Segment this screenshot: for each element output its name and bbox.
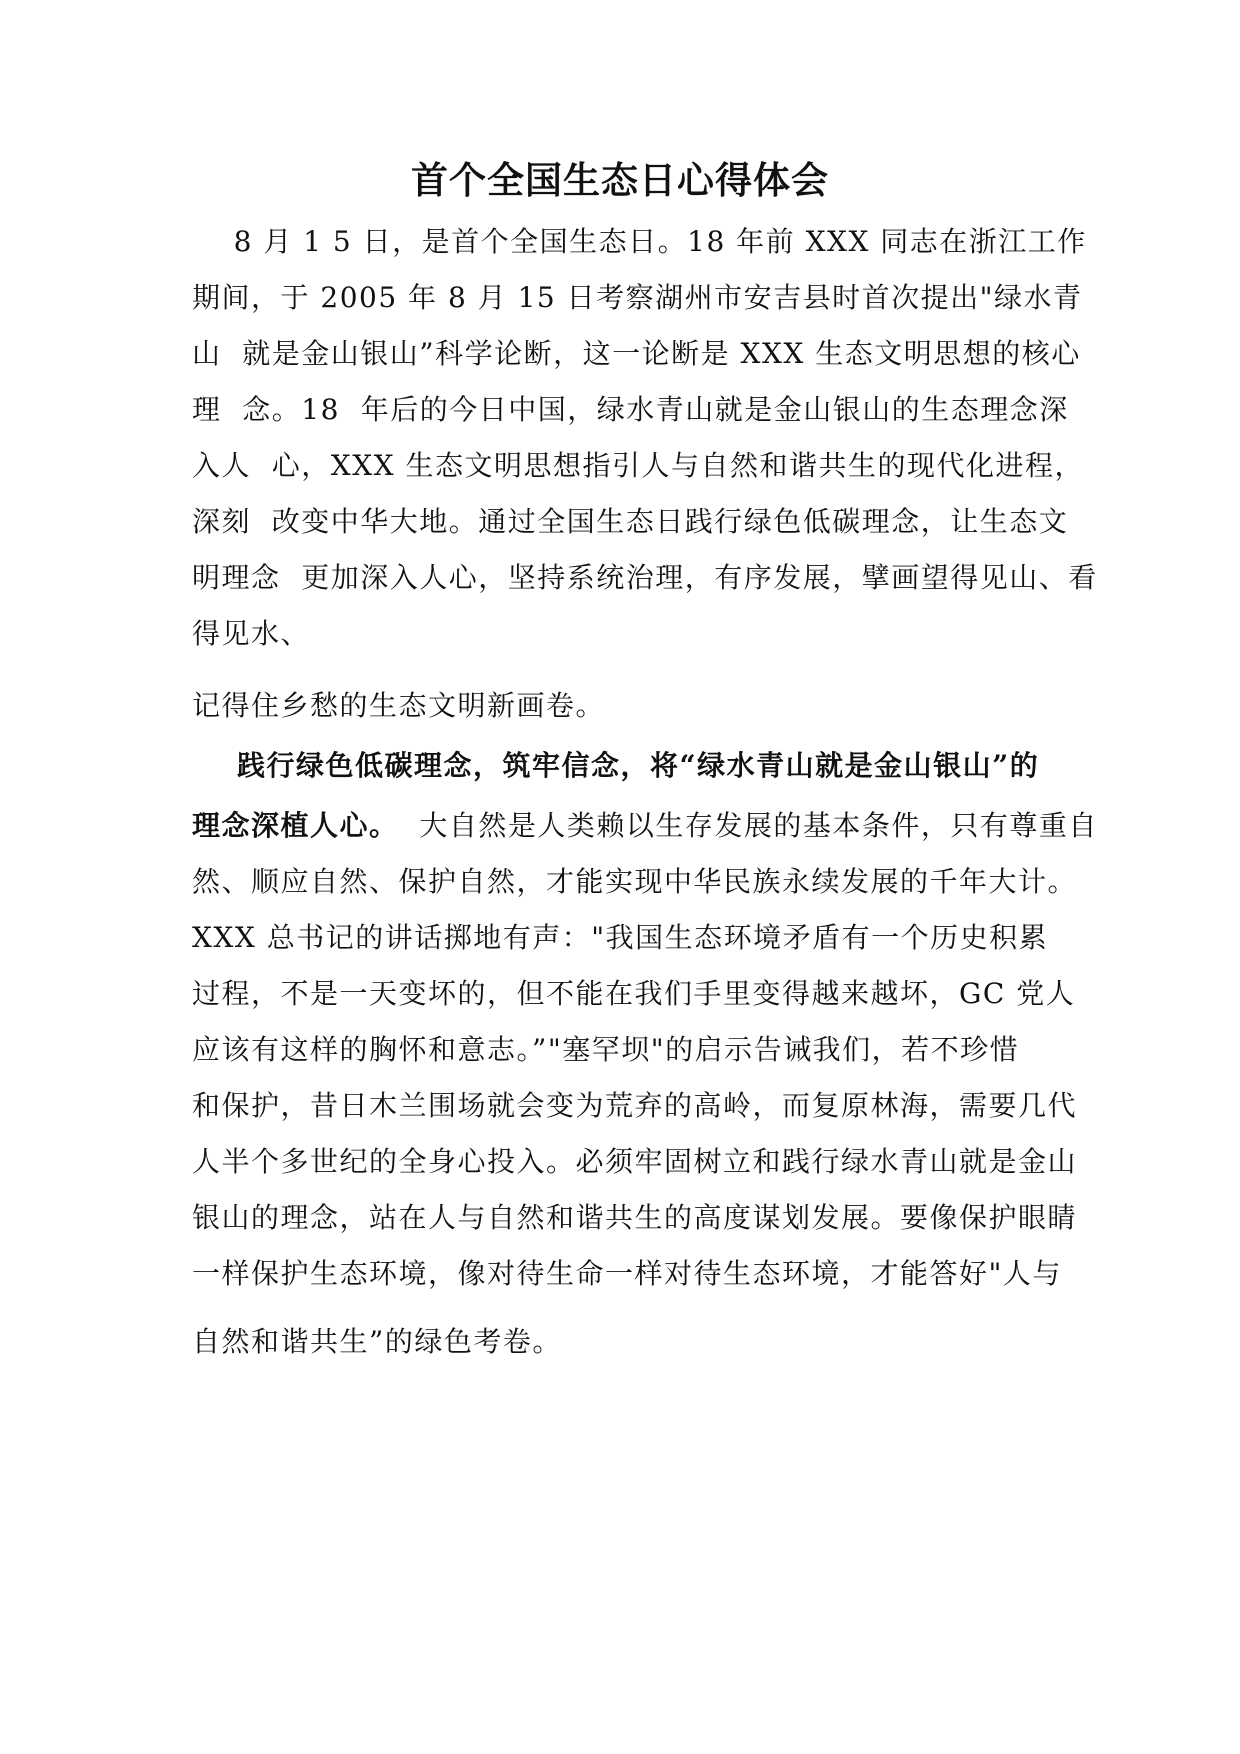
paragraph-1-line-9: 记得住乡愁的生态文明新画卷。 xyxy=(192,689,606,722)
paragraph-1-line-4: 理 念。18 年后的今日中国，绿水青山就是金山银山的生态理念深 xyxy=(192,393,1069,426)
paragraph-1-line-8: 得见水、 xyxy=(192,617,311,650)
paragraph-2-line-11: 自然和谐共生”的绿色考卷。 xyxy=(192,1325,562,1358)
paragraph-2-line-5: 过程，不是一天变坏的，但不能在我们手里变得越来越坏，GC 党人 xyxy=(192,977,1076,1010)
paragraph-1-line-6: 深刻 改变中华大地。通过全国生态日践行绿色低碳理念，让生态文 xyxy=(192,505,1069,538)
paragraph-2-line-2 xyxy=(192,806,1098,846)
paragraph-2-line-3: 然、顺应自然、保护自然，才能实现中华民族永续发展的千年大计。 xyxy=(192,865,1078,898)
paragraph-2-line-10: 一样保护生态环境，像对待生命一样对待生态环境，才能答好"人与 xyxy=(192,1257,1062,1290)
paragraph-2-line-4: XXX 总书记的讲话掷地有声："我国生态环境矛盾有一个历史积累 xyxy=(192,921,1049,954)
paragraph-2-heading: 践行绿色低碳理念，筑牢信念，将“绿水青山就是金山银山”的 xyxy=(192,749,1040,782)
paragraph-1-line-1: 8 月 1 5 日，是首个全国生态日。18 年前 XXX 同志在浙江工作 xyxy=(192,225,1087,258)
paragraph-2-line-2-text: 大自然是人类赖以生存发展的基本条件，只有尊重自 xyxy=(398,809,1098,842)
paragraph-2-line-8: 人半个多世纪的全身心投入。必须牢固树立和践行绿水青山就是金山 xyxy=(192,1145,1078,1178)
paragraph-1-line-5: 入人 心，XXX 生态文明思想指引人与自然和谐共生的现代化进程， xyxy=(192,449,1085,482)
paragraph-2-line-7: 和保护，昔日木兰围场就会变为荒弃的高岭，而复原林海，需要几代 xyxy=(192,1089,1078,1122)
paragraph-1-line-3: 山 就是金山银山”科学论断，这一论断是 XXX 生态文明思想的核心 xyxy=(192,337,1081,370)
paragraph-2-heading-end: 理念深植人心。 xyxy=(192,809,399,842)
paragraph-2-line-9: 银山的理念，站在人与自然和谐共生的高度谋划发展。要像保护眼睛 xyxy=(192,1201,1078,1234)
paragraph-1-line-7: 明理念 更加深入人心，坚持系统治理，有序发展，擘画望得见山、看 xyxy=(192,561,1098,594)
paragraph-2-line-6: 应该有这样的胸怀和意志。”"塞罕坝"的启示告诫我们，若不珍惜 xyxy=(192,1033,1020,1066)
document-title: 首个全国生态日心得体会 xyxy=(411,158,829,202)
paragraph-1-line-2: 期间，于 2005 年 8 月 15 日考察湖州市安吉县时首次提出"绿水青 xyxy=(192,281,1083,314)
